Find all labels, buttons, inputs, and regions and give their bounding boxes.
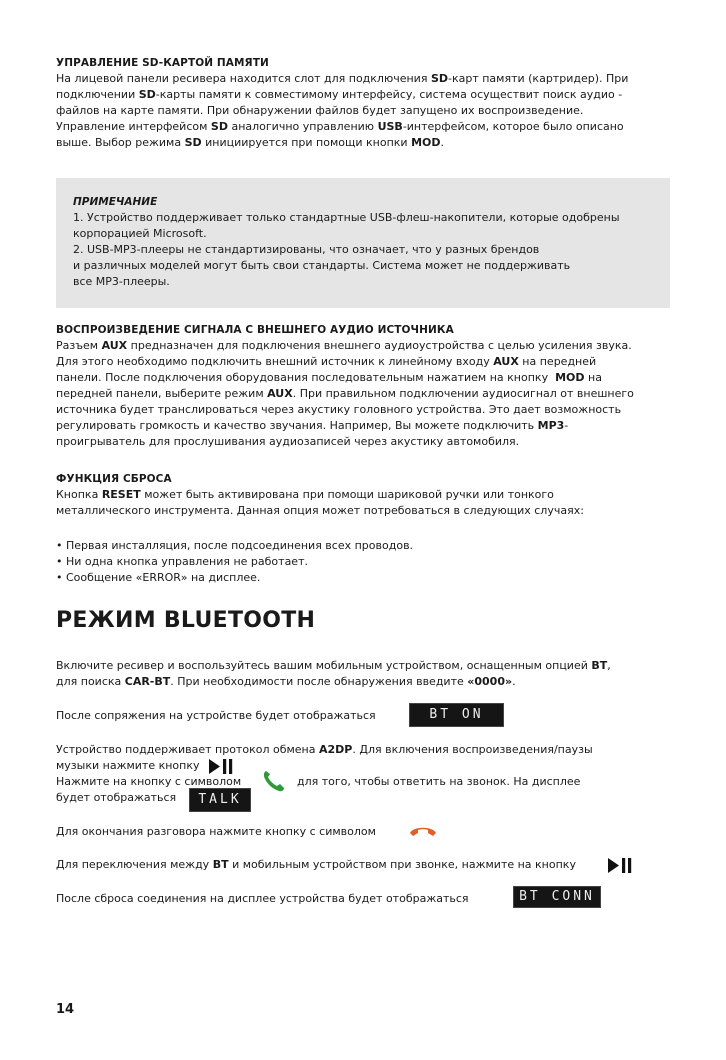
sd-line-5: выше. Выбор режима SD инициируется при помощи кнопки MOD.: [56, 136, 444, 149]
reset-bullet-list: [56, 538, 670, 586]
list-item: • Ни одна кнопка управления не работает.: [56, 555, 308, 568]
answer-text-b: для того, чтобы ответить на звонок. На дисплее: [297, 775, 581, 788]
bt-intro-line-2: для поиска CAR-BT. При необходимости после обнаружения введите «0000».: [56, 675, 516, 688]
sd-line-2: подключении SD-карты памяти к совместимому интерфейсу, система осуществит поиск аудио -: [56, 88, 623, 101]
sd-line-3: файлов на карте памяти. При обнаружении файлов будет запущено их воспроизведение.: [56, 104, 584, 117]
a2dp-row: Устройство поддерживает протокол обмена A2DP. Для включения воспроизведения/паузы: [56, 743, 593, 756]
reset-conn-text: После сброса соединения на дисплее устройства будет отображаться: [56, 892, 469, 905]
end-call-text: Для окончания разговора нажмите кнопку с символом: [56, 825, 376, 838]
lcd-talk-display: TALK: [189, 788, 251, 812]
note-title: ПРИМЕЧАНИЕ: [73, 196, 158, 208]
reset-heading: ФУНКЦИЯ СБРОСА: [56, 473, 172, 485]
reset-line-1: Кнопка RESET может быть активирована при помощи шариковой ручки или тонкого: [56, 488, 554, 501]
talk-row: [56, 790, 670, 806]
aux-line-2: Для этого необходимо подключить внешний источник к линейному входу AUX на передней: [56, 355, 597, 368]
aux-heading: ВОСПРОИЗВЕДЕНИЕ СИГНАЛА С ВНЕШНЕГО АУДИО ИСТОЧНИКА: [56, 324, 454, 336]
note-line: 2. USB-MP3-плееры не стандартизированы, что означает, что у разных брендов: [73, 243, 540, 256]
lcd-bt-conn-display: BT CONN: [513, 886, 601, 908]
page-number: 14: [56, 1002, 75, 1017]
reset-conn-row: [56, 891, 670, 907]
answer-text-a: Нажмите на кнопку с символом: [56, 775, 242, 788]
aux-line-5: источника будет транслироваться через акустику головного устройства. Это дает возможность: [56, 403, 622, 416]
bt-intro: [56, 658, 670, 690]
aux-section: [56, 322, 670, 450]
sd-line-4: Управление интерфейсом SD аналогично управлению USB-интерфейсом, которое было описано: [56, 120, 624, 133]
music-text: музыки нажмите кнопку: [56, 759, 200, 772]
list-item: • Первая инсталляция, после подсоединения всех проводов.: [56, 539, 414, 552]
aux-line-3: панели. После подключения оборудования последовательным нажатием на кнопку MOD на: [56, 371, 602, 384]
aux-line-1: Разъем AUX предназначен для подключения внешнего аудиоустройства с целью усиления звука.: [56, 339, 632, 352]
list-item: • Сообщение «ERROR» на дисплее.: [56, 571, 261, 584]
sd-line-1: На лицевой панели ресивера находится слот для подключения SD-карт памяти (картридер). При: [56, 72, 629, 85]
note-line: и различных моделей могут быть свои стандарты. Система может не поддерживать: [73, 259, 571, 272]
note-line: все MP3-плееры.: [73, 275, 170, 288]
answer-row: [56, 774, 670, 790]
reset-line-2: металлического инструмента. Данная опция может потребоваться в следующих случаях:: [56, 504, 584, 517]
aux-line-6: регулировать громкость и качество звучания. Например, Вы можете подключить MP3-: [56, 419, 569, 432]
music-row: [56, 758, 670, 774]
note-line: 1. Устройство поддерживает только стандартные USB-флеш-накопители, которые одобрены: [73, 211, 620, 224]
bluetooth-heading: РЕЖИМ BLUETOOTH: [56, 608, 316, 633]
note-line: корпорацией Microsoft.: [73, 227, 207, 240]
end-call-row: [56, 824, 670, 840]
sd-heading: УПРАВЛЕНИЕ SD-КАРТОЙ ПАМЯТИ: [56, 57, 269, 69]
end-call-icon: [409, 825, 437, 837]
reset-section: [56, 471, 670, 519]
play-pause-icon: [209, 759, 235, 774]
sd-section: [56, 55, 670, 151]
play-pause-icon: [608, 858, 634, 873]
bt-intro-line-1: Включите ресивер и воспользуйтесь вашим мобильным устройством, оснащенным опцией BT,: [56, 659, 611, 672]
lcd-bt-on-display: BT ON: [409, 703, 504, 727]
shown-text: будет отображаться: [56, 791, 177, 804]
pair-text: После сопряжения на устройстве будет отображаться: [56, 709, 376, 722]
note-box: [56, 178, 670, 308]
aux-line-4: передней панели, выберите режим AUX. При правильном подключении аудиосигнал от внешнего: [56, 387, 634, 400]
aux-line-7: проигрыватель для прослушивания аудиозаписей через акустику автомобиля.: [56, 435, 520, 448]
switch-row: Для переключения между BT и мобильным устройством при звонке, нажмите на кнопку: [56, 857, 670, 873]
pair-row: [56, 708, 670, 724]
